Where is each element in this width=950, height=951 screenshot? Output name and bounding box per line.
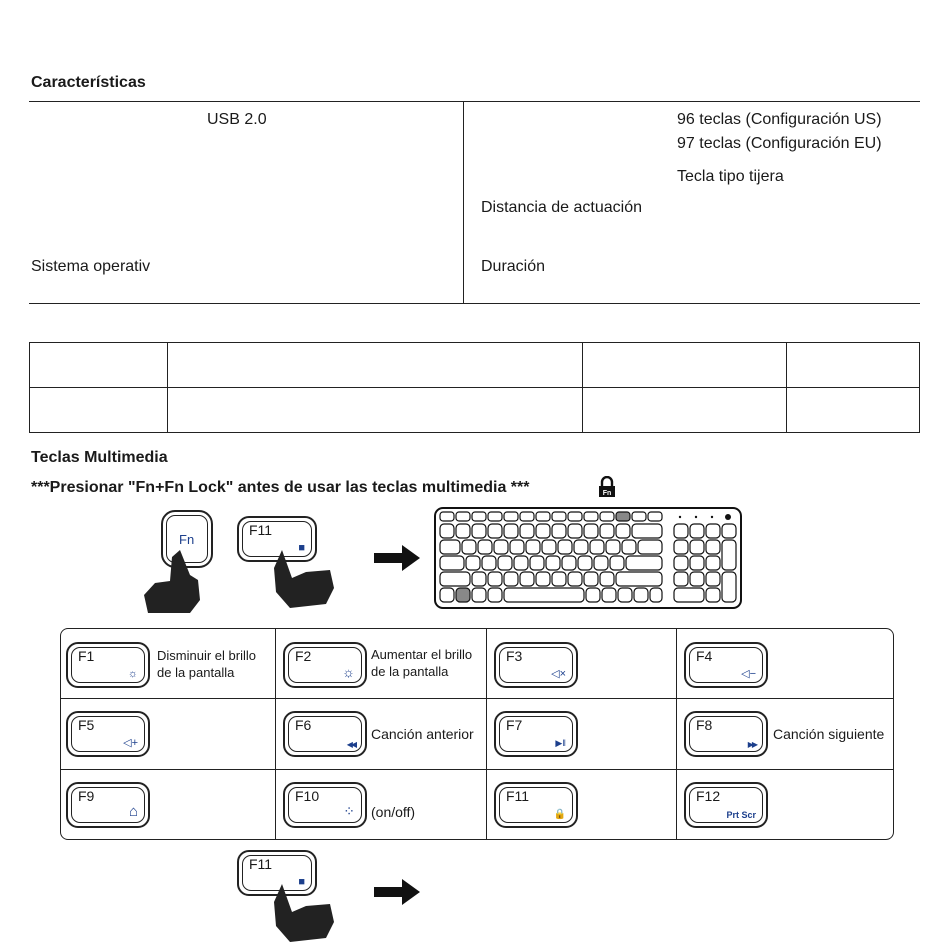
keys-us-text: 96 teclas (Configuración US) xyxy=(677,111,882,128)
multimedia-heading: Teclas Multimedia xyxy=(31,449,168,466)
multimedia-instruction: ***Presionar "Fn+Fn Lock" antes de usar las teclas multimedia *** xyxy=(31,479,530,496)
f11-key-top: F11 ■ xyxy=(237,516,317,562)
usb-text: USB 2.0 xyxy=(207,111,267,128)
f1-desc-line2: de la pantalla xyxy=(157,665,235,680)
features-bottom-rule xyxy=(29,303,920,304)
f3-key: F3 ◁× xyxy=(494,642,578,688)
f11-key-bottom: F11 ■ xyxy=(237,850,317,896)
pressing-hand-icon xyxy=(270,882,340,944)
fn-key: Fn xyxy=(161,510,213,568)
fn-lock-icon: 🔒 xyxy=(553,809,566,820)
f8-key: F8 ▶▶ xyxy=(684,711,768,757)
f7-key: F7 ▶ǁ xyxy=(494,711,578,757)
brightness-down-icon: ☼ xyxy=(127,668,138,680)
keys-eu-text: 97 teclas (Configuración EU) xyxy=(677,135,882,152)
pressing-hand-icon xyxy=(140,545,210,615)
f5-key: F5 ◁+ xyxy=(66,711,150,757)
f11-key: F11 🔒 xyxy=(494,782,578,828)
right-arrow-icon xyxy=(374,879,420,905)
f1-desc-line1: Disminuir el brillo xyxy=(157,648,256,663)
f4-key: F4 ◁− xyxy=(684,642,768,688)
features-divider xyxy=(463,101,464,303)
actuation-text: Distancia de actuación xyxy=(481,199,642,216)
f6-desc: Canción anterior xyxy=(371,726,474,742)
f2-desc-line2: de la pantalla xyxy=(371,664,449,679)
f6-key: F6 ◀◀ xyxy=(283,711,367,757)
key-type-text: Tecla tipo tijera xyxy=(677,168,784,185)
f1-key: F1 ☼ xyxy=(66,642,150,688)
fn-lock-icon: ■ xyxy=(298,876,305,888)
os-text: Sistema operativ xyxy=(31,258,151,275)
previous-track-icon: ◀◀ xyxy=(346,740,355,749)
print-screen-icon: Prt Scr xyxy=(726,810,756,820)
features-heading: Características xyxy=(31,74,146,91)
keyboard-illustration xyxy=(434,507,742,609)
f12-key: F12 Prt Scr xyxy=(684,782,768,828)
volume-up-icon: ◁+ xyxy=(123,737,138,749)
right-arrow-icon xyxy=(374,545,420,571)
f10-key: F10 ⁘ xyxy=(283,782,367,828)
pressing-hand-icon xyxy=(270,548,340,610)
play-pause-icon: ▶ǁ xyxy=(555,738,566,748)
mute-icon: ◁× xyxy=(551,668,566,680)
svg-text:Fn: Fn xyxy=(602,490,612,497)
f10-desc: (on/off) xyxy=(371,804,416,820)
f2-key: F2 ☼ xyxy=(283,642,367,688)
fn-lock-icon: ■ xyxy=(298,542,305,554)
features-top-rule xyxy=(29,101,920,102)
volume-down-icon: ◁− xyxy=(741,668,756,680)
empty-spec-table xyxy=(29,342,920,433)
brightness-up-icon: ☼ xyxy=(342,664,355,680)
fn-lock-icon xyxy=(597,476,617,498)
f2-desc-line1: Aumentar el brillo xyxy=(371,647,473,662)
home-icon: ⌂ xyxy=(128,803,138,820)
f8-desc: Canción siguiente xyxy=(773,726,885,742)
f9-key: F9 ⌂ xyxy=(66,782,150,828)
duration-text: Duración xyxy=(481,258,546,275)
backlight-icon: ⁘ xyxy=(343,803,355,819)
next-track-icon: ▶▶ xyxy=(747,740,756,749)
